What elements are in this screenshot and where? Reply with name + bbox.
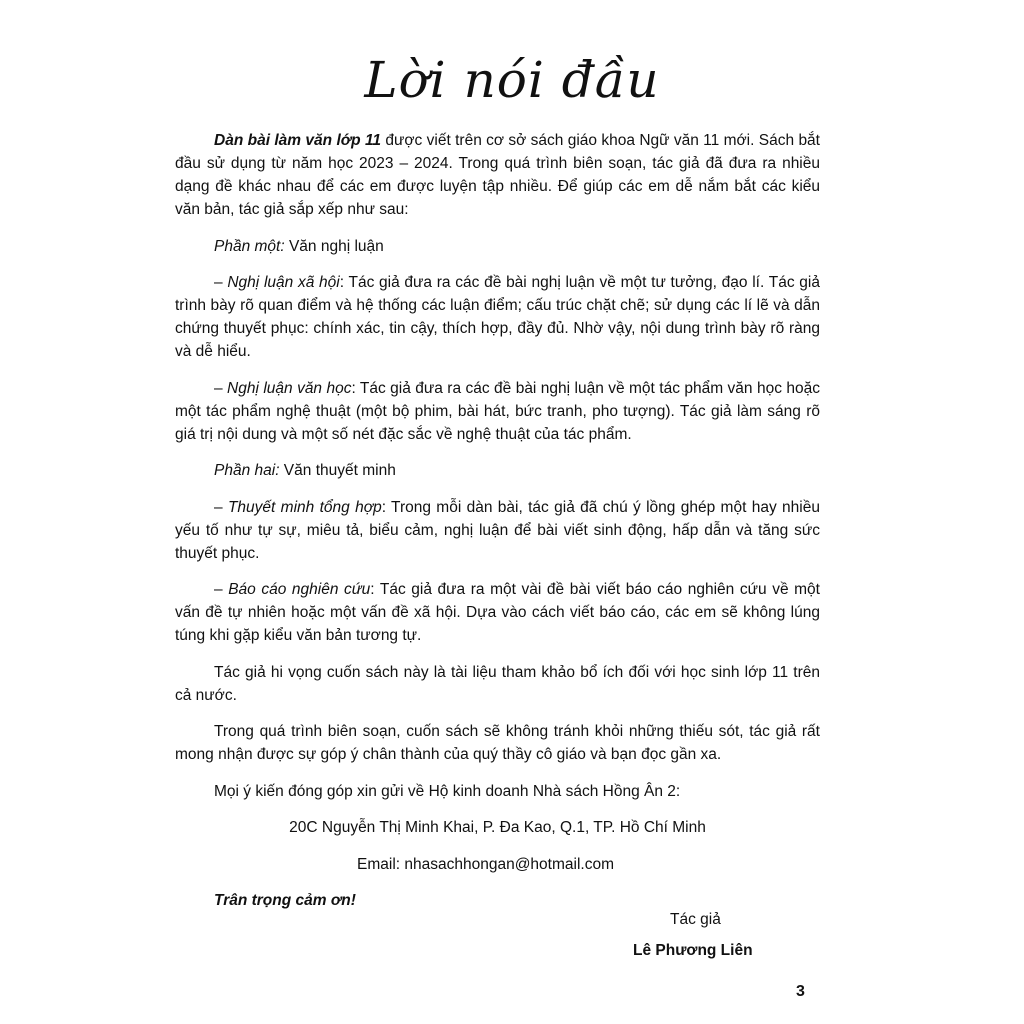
part-one-text: Văn nghị luận xyxy=(284,237,384,255)
research-report-paragraph xyxy=(175,578,820,647)
apology-paragraph: Trong quá trình biên soạn, cuốn sách sẽ không tránh khỏi những thiếu sót, tác giả rất mong nhận được sự góp ý chân thành của quý thầy cô giáo và bạn đọc gần xa. xyxy=(175,723,820,763)
author-role: Tác giả xyxy=(670,911,721,928)
synthesis-exposition-dash: – xyxy=(214,498,228,516)
literary-argument-paragraph xyxy=(175,377,820,446)
part-two-text: Văn thuyết minh xyxy=(279,462,396,479)
page-title: Lời nói đầu xyxy=(364,51,660,109)
social-argument-paragraph xyxy=(175,271,820,363)
social-argument-label: Nghị luận xã hội xyxy=(227,274,340,291)
synthesis-exposition-text: : Trong mỗi dàn bài, tác giả đã chú ý lồng ghép một hay nhiều yếu tố như tự sự, miêu tả, biểu cảm, nghị luận để bài viết sinh động, hấp dẫn và tăng sức thuyết phục. xyxy=(175,498,820,562)
part-two-heading xyxy=(175,459,820,482)
intro-text: được viết trên cơ sở sách giáo khoa Ngữ văn 11 mới. Sách bắt đầu sử dụng từ năm học 2023 – 2024. Trong quá trình biên soạn, tác giả đã đưa ra nhiều dạng đề khác nhau để các em được luyện tập nhiều. Để giúp các em dễ nắm bắt các kiểu văn bản, tác giả sắp xếp như sau: xyxy=(175,132,820,218)
social-argument-text: : Tác giả đưa ra các đề bài nghị luận về một tư tưởng, đạo lí. Tác giả trình bày rõ quan điểm và hệ thống các luận điểm; cấu trúc chặt chẽ; sử dụng các lí lẽ và dẫn chứng thuyết phục: chính xác, tin cậy, thích hợp, đầy đủ. Nhờ vậy, nội dung trình bày rõ ràng và dễ hiểu. xyxy=(175,274,820,360)
synthesis-exposition-label: Thuyết minh tổng hợp xyxy=(227,498,382,516)
intro-paragraph xyxy=(175,129,820,221)
research-report-text: : Tác giả đưa ra một vài đề bài viết báo cáo nghiên cứu về một vấn đề tự nhiên hoặc một vấn đề xã hội. Dựa vào cách viết báo cáo, các em sẽ không lúng túng khi gặp kiểu văn bản tương tự. xyxy=(175,581,820,644)
research-report-label: Báo cáo nghiên cứu xyxy=(228,581,371,598)
literary-argument-text: : Tác giả đưa ra các đề bài nghị luận về một tác phẩm văn học hoặc một tác phẩm nghệ thuật (một bộ phim, bài hát, bức tranh, pho tượng). Tác giả làm sáng rõ giá trị nội dung và một số nét đặc sắc về nghệ thuật của tác phẩm. xyxy=(175,379,820,443)
synthesis-exposition-paragraph xyxy=(175,496,820,565)
contact-address: 20C Nguyễn Thị Minh Khai, P. Đa Kao, Q.1, TP. Hồ Chí Minh xyxy=(289,819,706,836)
closing-thanks: Trân trọng cảm ơn! xyxy=(214,892,356,909)
contact-email: Email: nhasachhongan@hotmail.com xyxy=(357,855,614,873)
author-name: Lê Phương Liên xyxy=(633,942,753,959)
page-number: 3 xyxy=(796,983,805,1000)
part-two-label: Phần hai: xyxy=(214,462,280,479)
book-title: Dàn bài làm văn lớp 11 xyxy=(214,132,382,149)
part-one-heading xyxy=(175,235,820,258)
literary-argument-dash: – xyxy=(214,379,228,397)
hope-paragraph: Tác giả hi vọng cuốn sách này là tài liệu tham khảo bổ ích đối với học sinh lớp 11 trên cả nước. xyxy=(175,663,820,704)
preface-body xyxy=(175,129,820,912)
social-argument-dash: – xyxy=(214,274,228,291)
literary-argument-label: Nghị luận văn học xyxy=(227,379,352,397)
part-one-label: Phần một: xyxy=(214,237,285,255)
research-report-dash: – xyxy=(214,581,229,598)
contact-line: Mọi ý kiến đóng góp xin gửi về Hộ kinh doanh Nhà sách Hồng Ân 2: xyxy=(214,782,681,800)
